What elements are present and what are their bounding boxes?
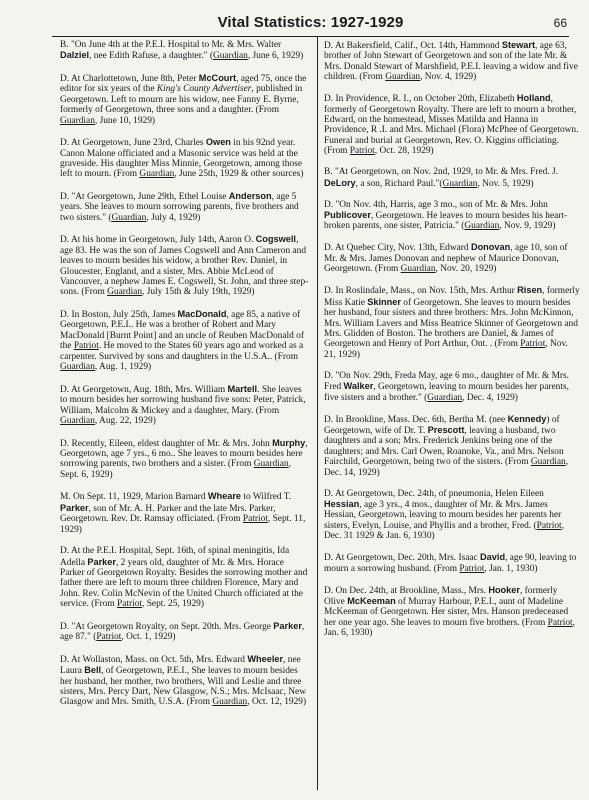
page-title: Vital Statistics: 1927-1929: [217, 14, 404, 31]
entry-text: , Sept. 25, 1929): [142, 599, 204, 610]
entry-text: , Oct. 28, 1929): [374, 146, 434, 157]
entry-text: , Nov. 4, 1929): [420, 72, 477, 83]
surname: Risen: [517, 285, 543, 296]
surname: Parker: [87, 556, 116, 567]
entry-text: , Nov. 20, 1929): [435, 264, 497, 275]
entry-text: , of Georgetown, P.E.I., She leaves to mourn besides her husband, her mother, two brothers, Will and Leslie and three sisters, Mrs. Percy Dart, New Glasgow, N.S.; Mrs. McIsaac, New Glasgow and Mrs. Smith, U.S.A. (From: [60, 666, 306, 708]
record-entry: [60, 438, 310, 481]
entry-text: B. "At Georgetown, on Nov. 2nd, 1929, to Mr. & Mrs. Fred. J.: [324, 167, 559, 178]
entry-text: D. At Georgetown, Dec. 24th, of pneumonia, Helen Eileen: [324, 488, 544, 499]
source-name: Patriot: [547, 617, 573, 628]
surname: Prescott: [427, 424, 465, 435]
source-name: Guardian: [60, 415, 95, 426]
record-entry: [324, 489, 580, 542]
entry-text: in his 92nd year. Canon Malone officiated and a Masonic service was held at the graveside. His daughter Miss Minnie, Georgetown, among those left to mourn. (From: [60, 138, 302, 180]
entry-text: D. "At Georgetown Royalty, on Sept. 20th. Mrs. George: [60, 621, 274, 632]
surname: Martell: [227, 383, 258, 394]
entry-text: , Dec. 14, 1929): [324, 457, 569, 478]
source-name: Patriot: [349, 146, 375, 157]
source-name: Guardian: [530, 457, 566, 468]
surname: Hessian: [324, 498, 360, 509]
entry-text: , nee Laura: [60, 654, 301, 677]
entry-text: , Jan. 6, 1930): [324, 617, 575, 639]
entry-text: , Aug. 1, 1929): [94, 362, 152, 373]
page-number: 66: [553, 16, 567, 30]
source-name: Guardian: [253, 459, 289, 470]
entry-text: , Georgetown. He leaves to mourn besides his heart-broken parents, one sister, Patricia." (: [324, 211, 568, 232]
entry-text: of Murray Harbour, P.E.I., aunt of Madeline McKeeman of Georgetown. Her sister, Mrs. Hanson predeceased her one year ago. She leaves to mourn five brothers. (From: [324, 597, 569, 628]
surname: Publicover: [324, 210, 371, 221]
entry-text: , Nov. 21, 1929): [324, 339, 568, 360]
record-entry: [60, 309, 310, 372]
page-header: [52, 10, 569, 37]
surname: Bell: [84, 665, 102, 676]
record-entry: [60, 621, 310, 643]
entry-text: , Nov. 9, 1929): [499, 221, 556, 232]
entry-text: D. At Wollaston, Mass. on Oct. 5th, Mrs. Edward: [60, 654, 248, 665]
entry-text: D. At the P.E.I. Hospital, Sept. 16th, of spinal meningitis, Ida Adella: [60, 546, 290, 568]
surname: Owen: [205, 137, 231, 148]
entry-text: , Sept. 6, 1929): [60, 459, 291, 480]
entry-text: D. "At Georgetown, June 29th, Ethel Louise: [60, 192, 229, 203]
record-entry: [60, 546, 310, 609]
entry-text: , age 85, a native of Georgetown, P.E.I.. He was a brother of Robert and Mary MacDonald [Burnt Point] and an uncle of Reuben MacDonald of the: [60, 310, 304, 352]
source-name: Patriot: [73, 341, 99, 352]
surname: Walker: [343, 381, 374, 392]
record-entry: [60, 191, 310, 223]
entry-text: , Georgetown, age 7 yrs., 6 mo.. She leaves to mourn besides here sorrowing parents, two brothers and a sister. (From: [60, 438, 308, 470]
source-name: Patriot: [520, 339, 546, 350]
surname: Anderson: [228, 191, 272, 202]
entry-text: , Georgetown, leaving to mourn besides her parents, five sisters and a brother." (: [324, 382, 569, 403]
entry-text: , age 63, brother of John Stewart of Georgetown and son of the late Mr. & Mrs. Donald Stewart of Marshfield, P.E.I. leaving a widow and five children. (From: [324, 41, 578, 83]
entry-text: , Dec. 4, 1929): [462, 392, 518, 403]
entry-text: , Oct. 1, 1929): [121, 632, 176, 643]
source-name: Guardian: [212, 697, 248, 708]
surname: Holland: [516, 93, 551, 104]
source-name: Patriot: [536, 520, 562, 531]
entry-text: D. "On Nov. 4th, Harris, age 3 mo., son of Mr. & Mrs. John: [324, 199, 548, 210]
record-entry: [60, 40, 310, 62]
entry-text: , 2 years old, daughter of Mr. & Mrs. Horace Parker of Georgetown Royalty. Besides the sorrowing mother and father there are left to mourn three children Florence, Mary and John. Rev. Colin McNevin of the United Church officiated at the service. (From: [60, 557, 308, 610]
record-entry: [324, 552, 580, 574]
entry-text: . She leaves to mourn besides her sorrowing husband five sons: Peter, Patrick, William, Malcolm & Mickey and a daughter, Mary. (From: [60, 384, 306, 416]
entry-text: D. Recently, Eileen, eldest daughter of Mr. & Mrs. John: [60, 438, 273, 449]
entry-text: , Dec. 31 1929 & Jan. 6, 1930): [324, 520, 564, 542]
record-entry: [324, 93, 580, 156]
record-entry: [60, 73, 310, 126]
entry-text: of Georgetown. She leaves to mourn besides her husband, four sisters and three brothers: Mrs. John McKinnon, Mrs. William Lavers and Miss Beatrice Skinner of Georgetown and Mrs. Glidden of Boston. The brothers are Daniel, & James of Georgetown and Henry of Port Arthur, Ont. . (From: [324, 297, 578, 350]
source-name: Patriot: [96, 632, 122, 643]
entry-text: , July 4, 1929): [146, 212, 201, 223]
source-name: Guardian: [111, 212, 147, 223]
entry-text: , Nov. 5, 1929): [477, 178, 534, 189]
entry-text: , age 87." (: [60, 621, 305, 643]
entry-text: D. At his home in Georgetown, July 14th, Aaron O.: [60, 235, 256, 246]
entry-text: D. At Charlottetown, June 8th, Peter: [60, 74, 199, 84]
entry-text: D. "On Nov. 29th, Freda May, age 6 mo., daughter of Mr. & Mrs. Fred: [324, 370, 570, 393]
surname: Murphy: [272, 437, 306, 448]
source-name: Guardian: [464, 221, 500, 232]
entry-text: , June 25th, 1929 & other sources): [174, 169, 304, 180]
surname: DeLory: [324, 177, 356, 188]
source-name: Patriot: [459, 563, 485, 574]
record-entry: [60, 234, 310, 297]
record-entry: [324, 40, 580, 83]
surname: Hooker: [488, 584, 520, 595]
surname: David: [480, 552, 506, 563]
source-name: Guardian: [385, 72, 421, 83]
surname: Dalziel: [60, 50, 90, 61]
entry-text: B. "On June 4th at the P.E.I. Hospital to Mr. & Mrs. Walter: [60, 40, 282, 50]
entry-text: , Aug. 22, 1929): [94, 415, 156, 426]
entry-text: , age 83. He was the son of James Cogswell and Ann Cameron and leaves to mourn besides his widow, a brother Rev. Daniel, in Gloucester, England, and a sister, Mrs. Abbie McLeod of Vancouver, a nephew James E. Cogswell, St. John, and three step-sons. (From: [60, 235, 309, 298]
entry-text: , age 5 years. She leaves to mourn sorrowing parents, five brothers and two sisters." (: [60, 192, 299, 223]
entry-text: , son of Mr. A. H. Parker and the late Mrs. Parker, Georgetown. Rev. Dr. Ramsay officiated. (From: [60, 503, 276, 525]
publication-title: King's County Advertiser: [156, 84, 252, 95]
entry-text: , Sept. 11, 1929): [60, 514, 306, 535]
entry-text: D. In Providence, R. I., on October 20th, Elizabeth: [324, 94, 517, 105]
entry-text: , a son, Richard Paul."(: [355, 178, 443, 189]
entry-text: D. On Dec. 24th, at Brookline, Mass., Mrs.: [324, 585, 489, 596]
entry-text: D. At Georgetown, Aug. 18th, Mrs. William: [60, 384, 228, 395]
entry-text: , June 6, 1929): [247, 51, 304, 62]
record-entry: [324, 200, 580, 232]
source-name: Patriot: [117, 599, 143, 610]
entry-text: ) of Georgetown, wife of Dr. T.: [324, 414, 560, 436]
entry-text: , leaving a husband, two daughters and a son; Mrs. Frederick Jenkins being one of the daughters; and Mrs. Carl Owen, Roanoke, Va., and Mrs. Nelson Fairchild, Georgetown, being two of the sisters. (From: [324, 425, 564, 468]
entry-text: D. At Georgetown, June 23rd, Charles: [60, 138, 206, 149]
entry-text: D. In Roslindale, Mass., on Nov. 15th, Mrs. Arthur: [324, 286, 518, 297]
surname: Parker: [60, 502, 89, 513]
entry-text: , formerly Miss Katie: [324, 286, 580, 308]
entry-text: M. On Sept. 11, 1929, Marion Barnard: [60, 492, 208, 503]
entry-text: D. In Boston, July 25th, James: [60, 310, 178, 321]
entry-text: , formerly Olive: [324, 585, 558, 607]
entry-text: . He moved to the States 60 years ago and worked as a carpenter. Survived by sons and daughters in the U.S.A.. (From: [60, 341, 304, 362]
record-entry: [324, 414, 580, 478]
source-name: Guardian: [400, 264, 436, 275]
record-entry: [324, 242, 580, 274]
column-divider: [317, 36, 318, 790]
entry-text: to Wilfred T.: [241, 492, 292, 503]
surname: McKeeman: [347, 596, 396, 606]
surname: Parker: [273, 620, 302, 631]
record-entry: [324, 285, 580, 360]
surname: Stewart: [501, 40, 536, 50]
left-column: [60, 40, 310, 790]
entry-text: D. In Brookline, Mass. Dec. 6th, Bertha M. (nee: [324, 414, 508, 425]
source-name: Guardian: [139, 169, 175, 180]
right-column: [324, 40, 580, 790]
record-entry: [60, 384, 310, 427]
entry-text: , Jan. 1, 1930): [484, 563, 538, 574]
surname: Wheeler: [247, 653, 284, 664]
entry-text: , Oct. 12, 1929): [247, 697, 307, 708]
entry-text: , age 3 yrs., 4 mos., daughter of Mr. & Mrs. James Hessian, Georgetown, leaving to mourn besides her parents her sisters, Evelyn, Louise, and Phyllis and a brother, Fred. (: [324, 499, 562, 531]
surname: Kennedy: [507, 413, 547, 424]
surname: McCourt: [198, 73, 237, 83]
entry-text: , nee Edith Rafuse, a daughter." (: [89, 51, 213, 62]
record-entry: [324, 371, 580, 403]
record-entry: [324, 167, 580, 189]
record-entry: [60, 654, 310, 708]
source-name: Guardian: [442, 178, 478, 189]
record-entry: [60, 137, 310, 180]
source-name: Patriot: [242, 514, 268, 525]
entry-text: , age 90, leaving to mourn a sorrowing husband. (From: [324, 553, 577, 574]
entry-text: , aged 75, once the editor for six years of the: [60, 74, 307, 95]
entry-text: , July 15th & July 19th, 1929): [142, 287, 255, 298]
record-entry: [324, 585, 580, 639]
source-name: Guardian: [427, 392, 463, 403]
surname: Donovan: [470, 242, 511, 253]
surname: Cogswell: [255, 234, 296, 245]
entry-text: D. At Quebec City, Nov. 13th, Edward: [324, 243, 471, 254]
entry-text: , published in Georgetown. Left to mourn are his widow, nee Fanny E. Byrne, formerly of Georgetown, three sons and a daughter. (From: [60, 84, 303, 116]
surname: Wheare: [207, 491, 242, 502]
record-entry: [60, 491, 310, 535]
entry-text: , formerly of Georgetown Royalty. There are left to mourn a brother, Edward, on the homestead, Misses Matilda and Hanna in Providence, R .I. and Mrs. Michael (Flora) McPhee of Georgetown. Funeral and burial at Georgetown, Rev. O. Kiggins officiating. (From: [324, 94, 579, 157]
entry-text: D. At Bakersfield, Calif., Oct. 14th, Hammond: [324, 41, 502, 51]
source-name: Guardian: [60, 362, 95, 373]
source-name: Guardian: [60, 115, 95, 126]
surname: Skinner: [367, 296, 401, 307]
entry-text: D. At Georgetown, Dec. 20th, Mrs. Isaac: [324, 553, 481, 564]
entry-text: , June 10, 1929): [94, 115, 156, 126]
source-name: Guardian: [107, 287, 143, 298]
entry-text: , age 10, son of Mr. & Mrs. James Donovan and nephew of Maurice Donovan, Georgetown. (From: [324, 243, 568, 275]
surname: MacDonald: [177, 309, 227, 320]
source-name: Guardian: [212, 51, 248, 62]
